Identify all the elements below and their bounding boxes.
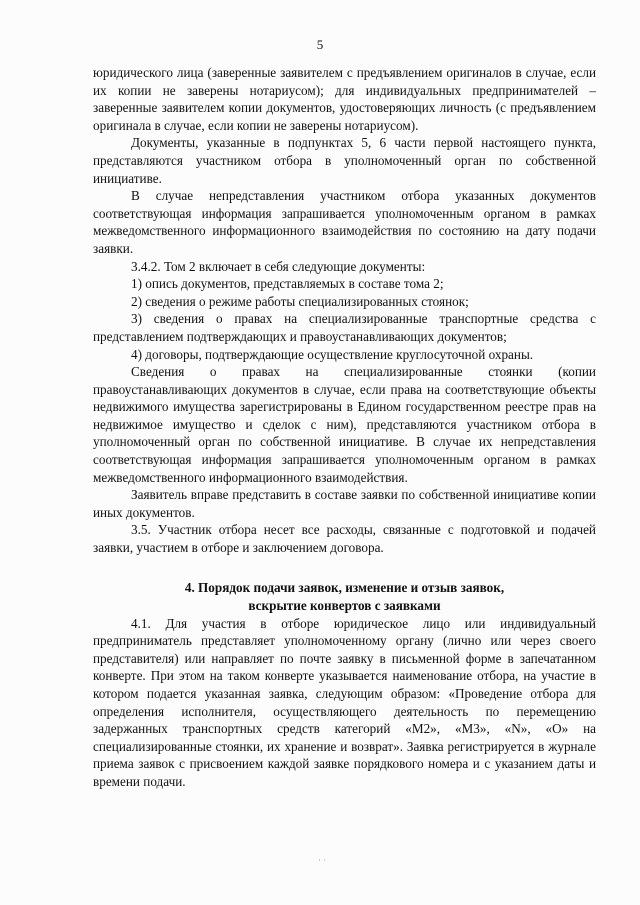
list-item-2: 2) сведения о режиме работы специализированных стоянок; <box>131 293 469 309</box>
document-body <box>93 64 596 791</box>
section-heading <box>93 579 596 615</box>
paragraph-non-submission: В случае непредставления участником отбора указанных документов соответствующая информация запрашивается уполномоченным органом в рамках межведомственного информационного взаимодействия по состоянию на дату подачи заявки. <box>93 188 596 256</box>
section-heading-line-2: вскрытие конвертов с заявками <box>248 597 441 613</box>
list-item-3: 3) сведения о правах на специализированные транспортные средства с представлением подтверждающих и правоустанавливающих документов; <box>93 311 596 344</box>
paragraph-volume-2-intro: 3.4.2. Том 2 включает в себя следующие документы: <box>131 258 426 274</box>
page-number: 5 <box>316 37 324 52</box>
section-heading-line-1: 4. Порядок подачи заявок, изменение и отзыв заявок, <box>184 579 505 595</box>
paragraph-4-1: 4.1. Для участия в отборе юридическое лицо или индивидуальный предприниматель представляет уполномоченному органу (лично или через своего представителя) или направляет по почте заявку в письменной форме в запечатанном конверте. При этом на таком конверте указывается наименование отбора, на участие в котором подается указанная заявка, следующим образом: «Проведение отбора для определения исполнителя, осуществляющего деятельность по перемещению задержанных транспортных средств категорий «M2», «M3», «N», «O» на специализированные стоянки, их хранение и возврат». Заявка регистрируется в журнале приема заявок с присвоением каждой заявке порядкового номера и с указанием даты и времени подачи. <box>93 615 596 789</box>
paragraph-applicant-right: Заявитель вправе представить в составе заявки по собственной инициативе копии иных документов. <box>93 487 596 520</box>
scan-artifact: · · <box>318 855 327 865</box>
list-item-4: 4) договоры, подтверждающие осуществление круглосуточной охраны. <box>131 346 534 362</box>
list-item-1: 1) опись документов, представляемых в составе тома 2; <box>131 276 444 292</box>
paragraph-documents-initiative: Документы, указанные в подпунктах 5, 6 части первой настоящего пункта, представляются участником отбора в уполномоченный орган по собственной инициативе. <box>93 135 596 186</box>
paragraph-rights-info: Сведения о правах на специализированные стоянки (копии правоустанавливающих документов в случае, если права на соответствующие объекты недвижимого имущества зарегистрированы в Едином государственном реестре прав на недвижимое имущество и сделок с ним), представляются участником отбора в уполномоченный орган по собственной инициативе. В случае их непредставления соответствующая информация запрашивается уполномоченным органом в рамках межведомственного информационного взаимодействия. <box>93 364 596 485</box>
paragraph-expenses: 3.5. Участник отбора несет все расходы, связанные с подготовкой и подачей заявки, участием в отборе и заключением договора. <box>93 522 596 556</box>
paragraph-continuation: юридического лица (заверенные заявителем с предъявлением оригиналов в случае, если их копии не заверены нотариусом); для индивидуальных предпринимателей – заверенные заявителем копии документов, удостоверяющих личность (с предъявлением оригинала в случае, если копии не заверены нотариусом). <box>93 65 596 133</box>
